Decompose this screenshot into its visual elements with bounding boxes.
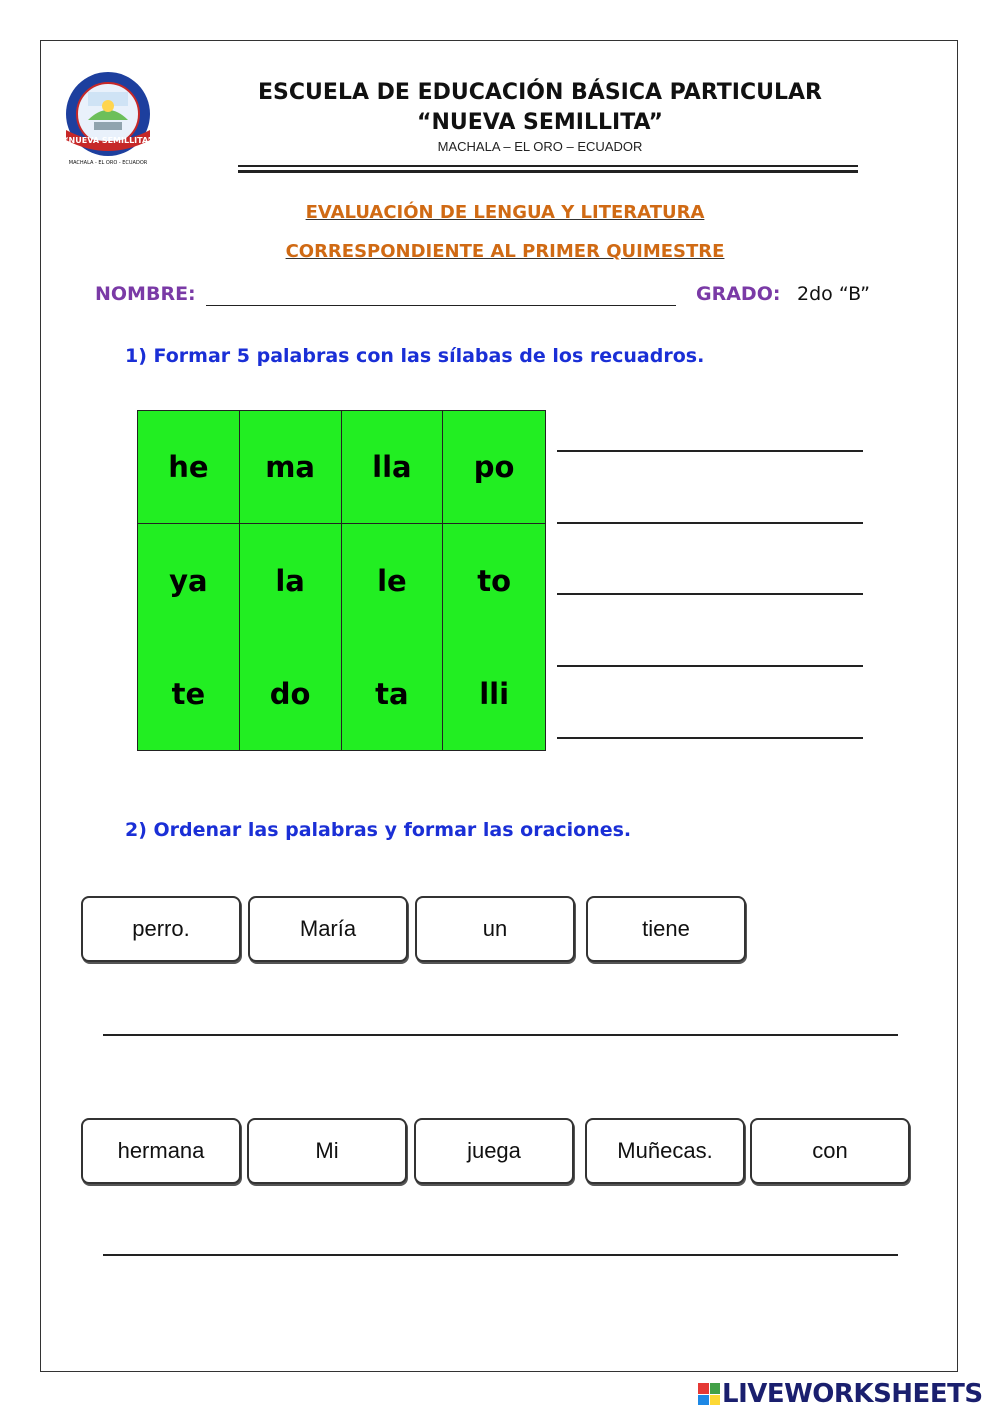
answer-line-3[interactable] <box>557 593 863 595</box>
word-box[interactable]: perro. <box>81 896 241 962</box>
logo-banner-text: “NUEVA SEMILLITA” <box>63 136 153 145</box>
answer-line-2[interactable] <box>557 522 863 524</box>
syllable-cell: do <box>240 637 342 750</box>
answer-line-4[interactable] <box>557 665 863 667</box>
sentence-2-answer-line[interactable] <box>103 1254 898 1256</box>
syllable-cell: te <box>138 637 240 750</box>
word-box[interactable]: con <box>750 1118 910 1184</box>
evaluation-subtitle <box>150 241 860 262</box>
word-box[interactable]: Muñecas. <box>585 1118 745 1184</box>
word-box[interactable]: hermana <box>81 1118 241 1184</box>
syllable-cell: lli <box>479 676 510 711</box>
word-box[interactable]: Mi <box>247 1118 407 1184</box>
evaluation-title-text: EVALUACIÓN DE LENGUA Y LITERATURA <box>305 202 705 223</box>
answer-line-1[interactable] <box>557 450 863 452</box>
word-box[interactable]: tiene <box>586 896 746 962</box>
syllable-cell: lla <box>342 411 444 524</box>
liveworksheets-icon <box>698 1383 720 1405</box>
logo-bottom-text: MACHALA - EL ORO - ECUADOR <box>68 160 148 166</box>
school-name: ESCUELA DE EDUCACIÓN BÁSICA PARTICULAR <box>258 80 822 105</box>
syllable-cell: ta <box>342 637 444 750</box>
syllable-cell: le <box>342 524 444 637</box>
syllable-cell: ya <box>138 524 240 637</box>
grade-value: 2do “B” <box>797 283 870 305</box>
syllable-cell: he <box>138 411 240 524</box>
syllable-cell: po <box>443 411 545 524</box>
liveworksheets-wordmark: LIVEWORKSHEETS <box>722 1379 983 1409</box>
word-box[interactable]: María <box>248 896 408 962</box>
answer-line-5[interactable] <box>557 737 863 739</box>
school-subname: “NUEVA SEMILLITA” <box>417 110 663 135</box>
school-location: MACHALA – EL ORO – ECUADOR <box>437 139 643 154</box>
word-box[interactable]: juega <box>414 1118 574 1184</box>
evaluation-title <box>150 202 860 223</box>
grade-label: GRADO: <box>696 283 781 305</box>
school-logo <box>58 70 158 166</box>
header-divider-thick <box>238 170 858 173</box>
syllable-cell: to <box>477 563 512 598</box>
question-1-prompt: 1) Formar 5 palabras con las sílabas de los recuadros. <box>125 345 705 367</box>
header-divider <box>238 165 858 167</box>
syllable-cell: ma <box>240 411 342 524</box>
name-input-line[interactable] <box>206 305 676 306</box>
evaluation-subtitle-text: CORRESPONDIENTE AL PRIMER QUIMESTRE <box>285 241 725 262</box>
name-label: NOMBRE: <box>95 283 196 305</box>
word-box[interactable]: un <box>415 896 575 962</box>
sentence-1-answer-line[interactable] <box>103 1034 898 1036</box>
liveworksheets-logo[interactable] <box>698 1378 983 1410</box>
syllable-cell: la <box>240 524 342 637</box>
syllable-grid <box>137 410 546 751</box>
question-2-prompt: 2) Ordenar las palabras y formar las oraciones. <box>125 819 632 841</box>
